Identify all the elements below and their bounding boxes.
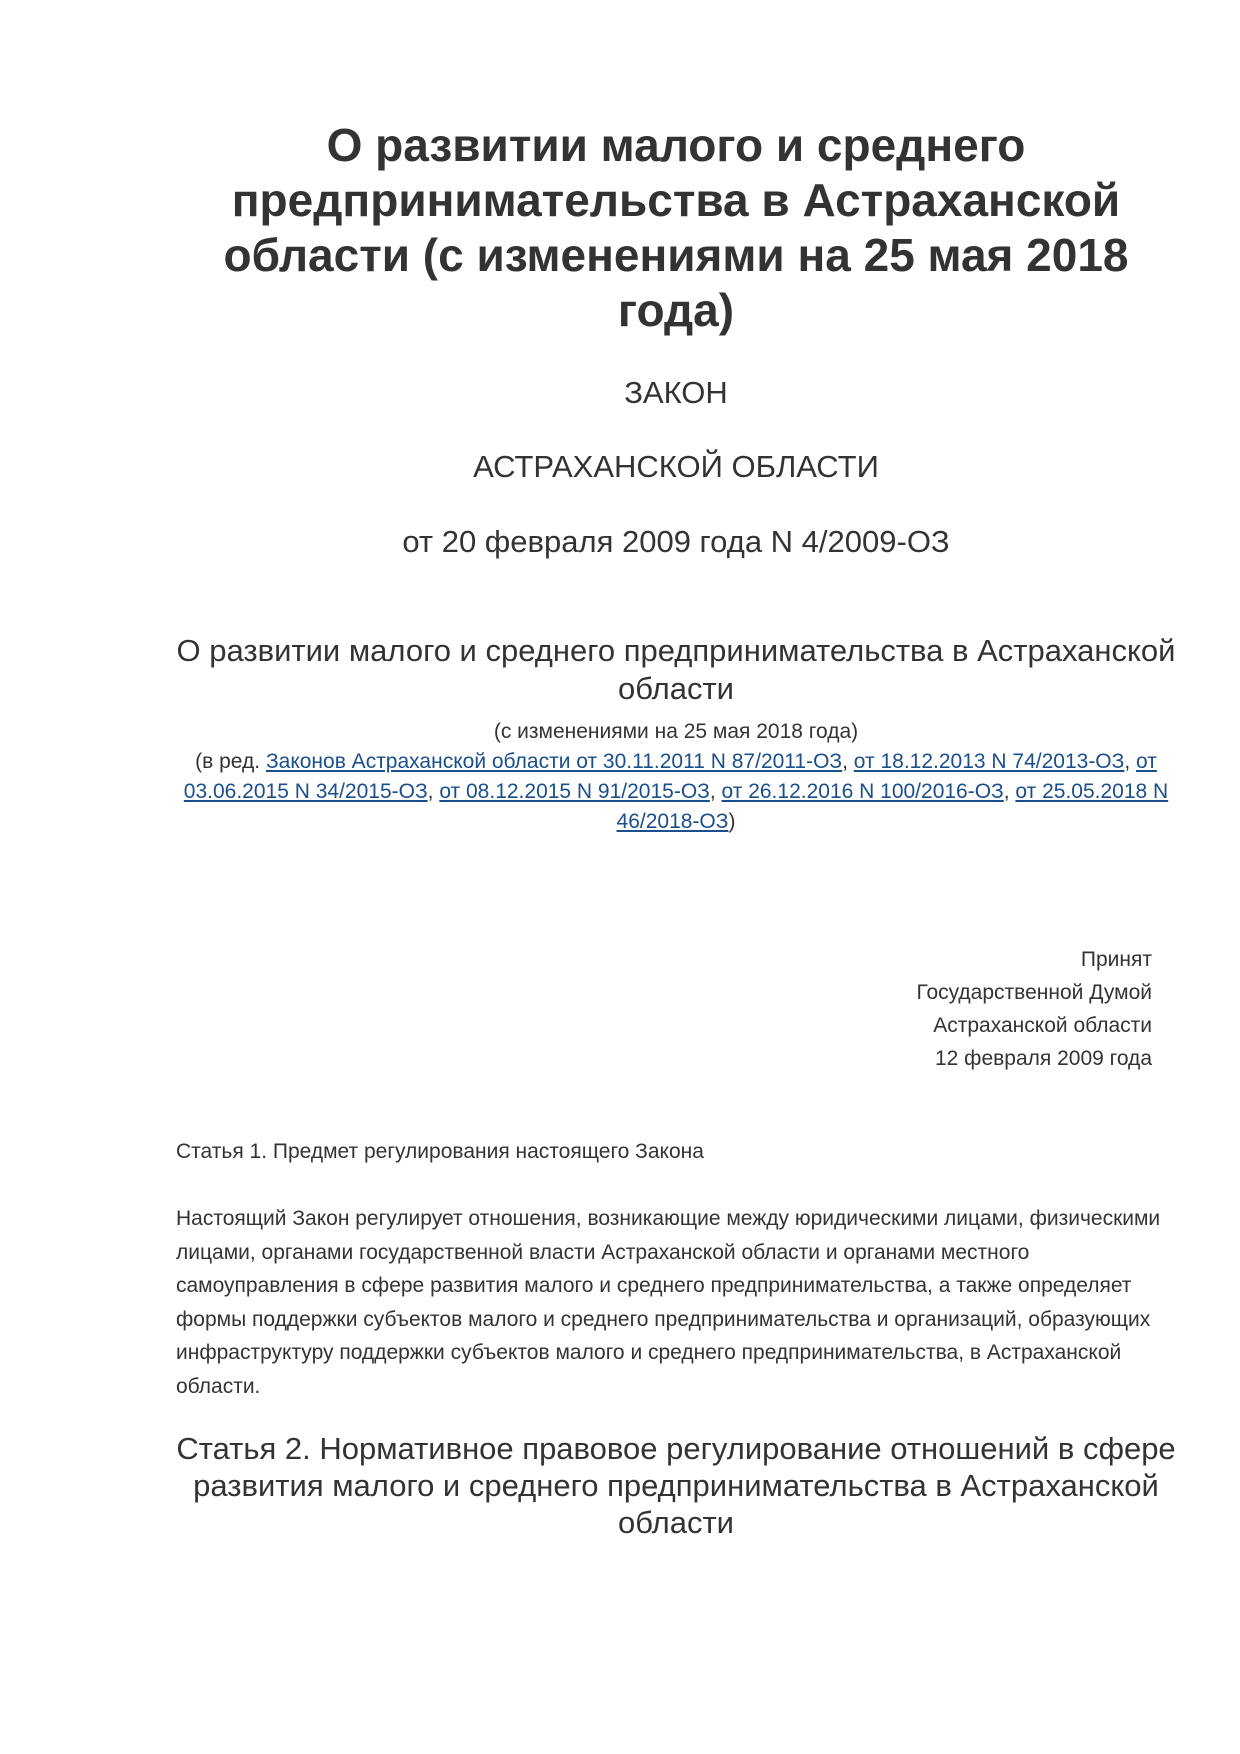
adoption-block: [752, 943, 1152, 1075]
amendment-link[interactable]: от 03.06.2015 N 34/2015-ОЗ: [183, 750, 1157, 803]
document-heading: О развитии малого и среднего предпринимательства в Астраханской области: [176, 633, 1176, 706]
amendments-prefix: (в ред.: [195, 750, 266, 773]
document-page: [176, 0, 1176, 1754]
doc-type-label: ЗАКОН: [624, 375, 728, 410]
article-2-title: Статья 2. Нормативное правовое регулирование отношений в сфере развития малого и среднего предпринимательства в Астраханской области: [176, 1431, 1176, 1540]
adoption-line: Принят: [1080, 948, 1152, 971]
amendment-link[interactable]: от 08.12.2015 N 91/2015-ОЗ: [439, 780, 710, 803]
amendment-link[interactable]: от 25.05.2018 N 46/2018-ОЗ: [616, 780, 1169, 833]
changes-note: (с изменениями на 25 мая 2018 года): [493, 720, 859, 743]
article-1-body: Настоящий Закон регулирует отношения, возникающие между юридическими лицами, физическими лицами, органами государственной власти Астраханской области и органами местного самоуправления в сфере развития малого и среднего предпринимательства, а также определяет формы поддержки субъектов малого и среднего предпринимательства и организаций, образующих инфраструктуру поддержки субъектов малого и среднего предпринимательства, в Астраханской области.: [176, 1207, 1161, 1398]
amendment-link[interactable]: от 26.12.2016 N 100/2016-ОЗ: [721, 780, 1004, 803]
amendments-suffix: ): [728, 810, 736, 833]
adoption-line: Государственной Думой: [916, 981, 1152, 1004]
law-date-number: от 20 февраля 2009 года N 4/2009-ОЗ: [402, 524, 950, 559]
article-1-title: Статья 1. Предмет регулирования настоящего Закона: [176, 1140, 704, 1163]
adoption-line: Астраханской области: [933, 1014, 1152, 1037]
page-title: О развитии малого и среднего предпринимательства в Астраханской области (с изменениями на 25 мая 2018 года): [223, 119, 1129, 336]
amendments-list: [176, 747, 1176, 837]
region-label: АСТРАХАНСКОЙ ОБЛАСТИ: [473, 449, 879, 484]
amendment-separator: ,: [842, 750, 854, 773]
amendment-separator: ,: [1003, 780, 1016, 803]
amendment-separator: ,: [709, 780, 722, 803]
adoption-line: 12 февраля 2009 года: [934, 1047, 1152, 1070]
amendment-link[interactable]: Законов Астраханской области от 30.11.2011 N 87/2011-ОЗ: [265, 750, 843, 773]
amendment-separator: ,: [1124, 750, 1136, 773]
amendment-link[interactable]: от 18.12.2013 N 74/2013-ОЗ: [853, 750, 1125, 773]
amendment-separator: ,: [427, 780, 440, 803]
